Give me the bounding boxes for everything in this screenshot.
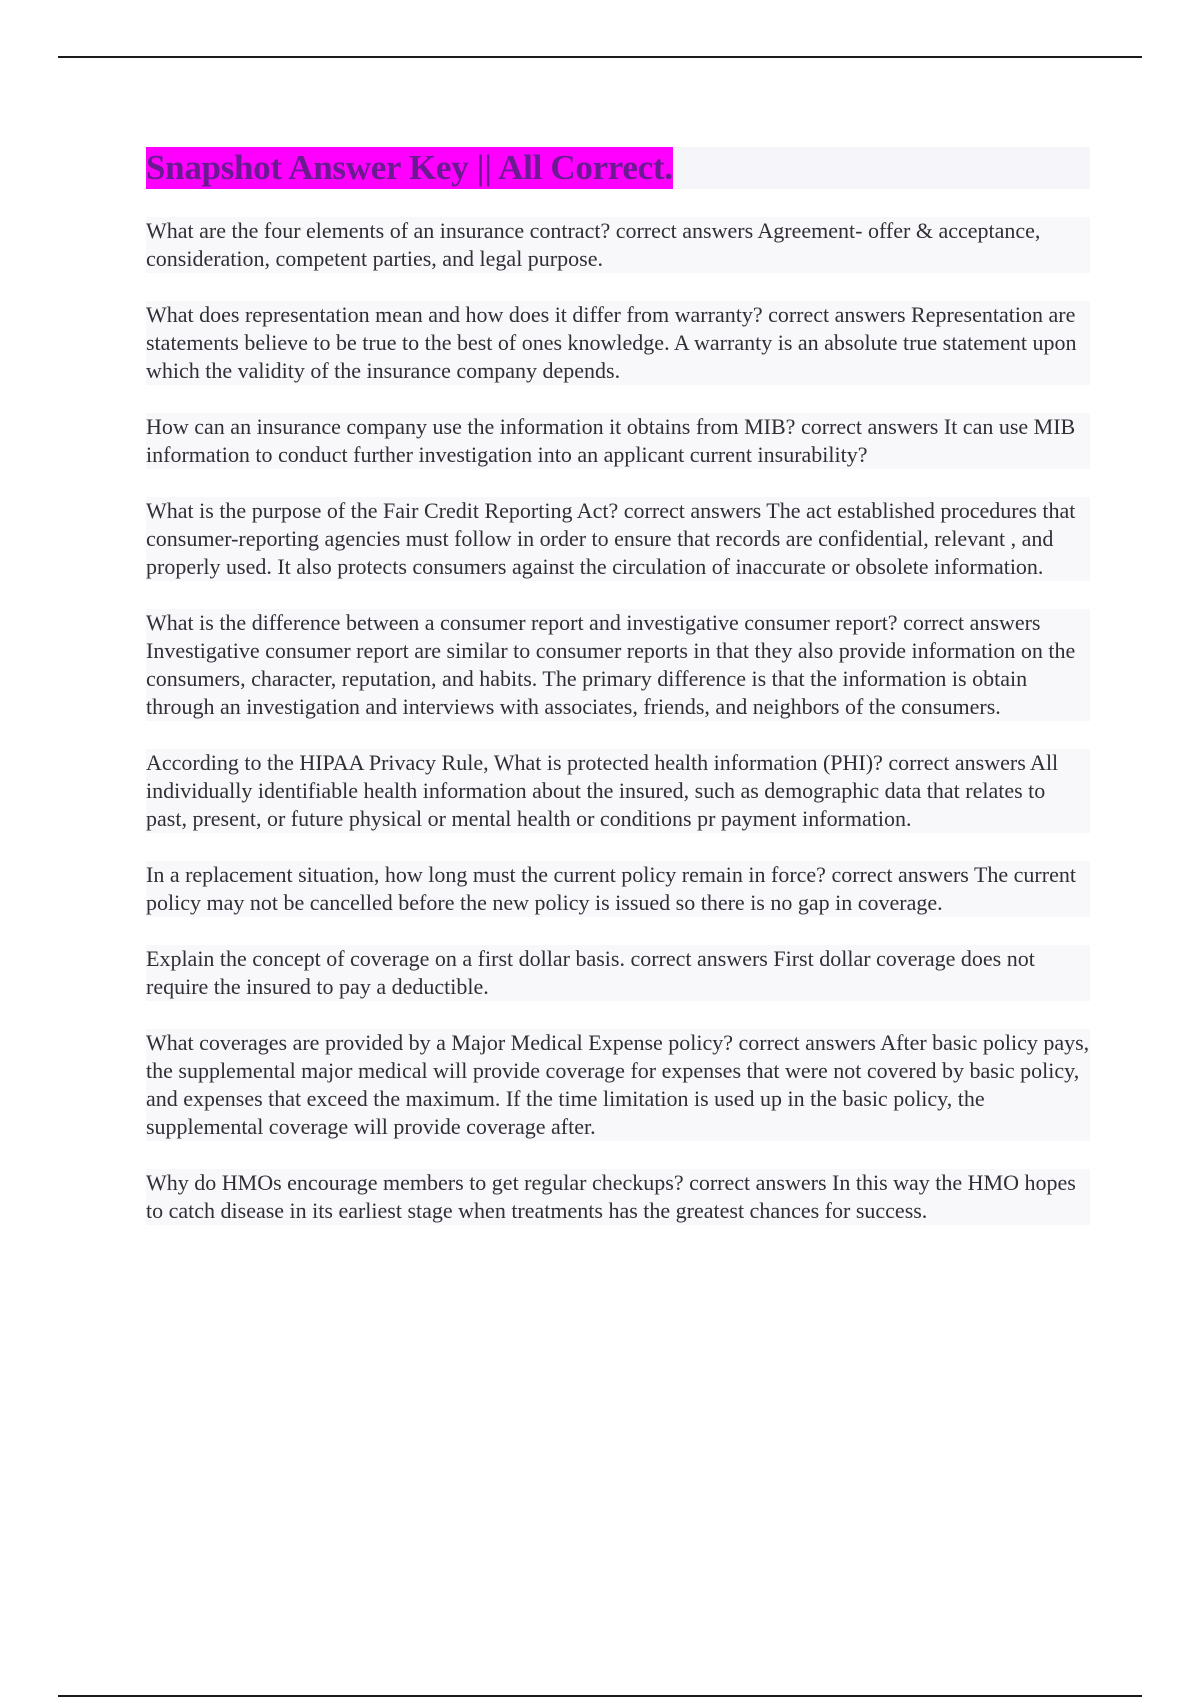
qa-item: Why do HMOs encourage members to get regular checkups? correct answers In this way the HMO hopes to catch disease in its earliest stage when treatments has the greatest chances for success. <box>146 1169 1090 1225</box>
top-rule <box>58 56 1142 58</box>
bottom-rule <box>58 1695 1142 1697</box>
qa-item: What is the difference between a consumer report and investigative consumer report? correct answers Investigative consumer report are similar to consumer reports in that they also provide information on the consumers, character, reputation, and habits. The primary difference is that the information is obtain through an investigation and interviews with associates, friends, and neighbors of the consumers. <box>146 609 1090 721</box>
qa-item: According to the HIPAA Privacy Rule, What is protected health information (PHI)? correct answers All individually identifiable health information about the insured, such as demographic data that relates to past, present, or future physical or mental health or conditions pr payment information. <box>146 749 1090 833</box>
title-band <box>146 147 1090 189</box>
document-title: Snapshot Answer Key || All Correct. <box>146 148 673 187</box>
document-body <box>146 147 1090 1253</box>
qa-item: What coverages are provided by a Major Medical Expense policy? correct answers After basic policy pays, the supplemental major medical will provide coverage for expenses that were not covered by basic policy, and expenses that exceed the maximum. If the time limitation is used up in the basic policy, the supplemental coverage will provide coverage after. <box>146 1030 1090 1139</box>
qa-item: What are the four elements of an insurance contract? correct answers Agreement- offer & acceptance, consideration, competent parties, and legal purpose. <box>146 217 1090 273</box>
qa-item: How can an insurance company use the information it obtains from MIB? correct answers It can use MIB information to conduct further investigation into an applicant current insurability? <box>146 413 1090 469</box>
qa-item: Explain the concept of coverage on a first dollar basis. correct answers First dollar coverage does not require the insured to pay a deductible. <box>146 945 1090 1001</box>
qa-item: What does representation mean and how does it differ from warranty? correct answers Representation are statements believe to be true to the best of ones knowledge. A warranty is an absolute true statement upon which the validity of the insurance company depends. <box>146 301 1090 385</box>
qa-item: What is the purpose of the Fair Credit Reporting Act? correct answers The act established procedures that consumer-reporting agencies must follow in order to ensure that records are confidential, relevant , and properly used. It also protects consumers against the circulation of inaccurate or obsolete information. <box>146 497 1090 581</box>
qa-item: In a replacement situation, how long must the current policy remain in force? correct answers The current policy may not be cancelled before the new policy is issued so there is no gap in coverage. <box>146 861 1090 917</box>
